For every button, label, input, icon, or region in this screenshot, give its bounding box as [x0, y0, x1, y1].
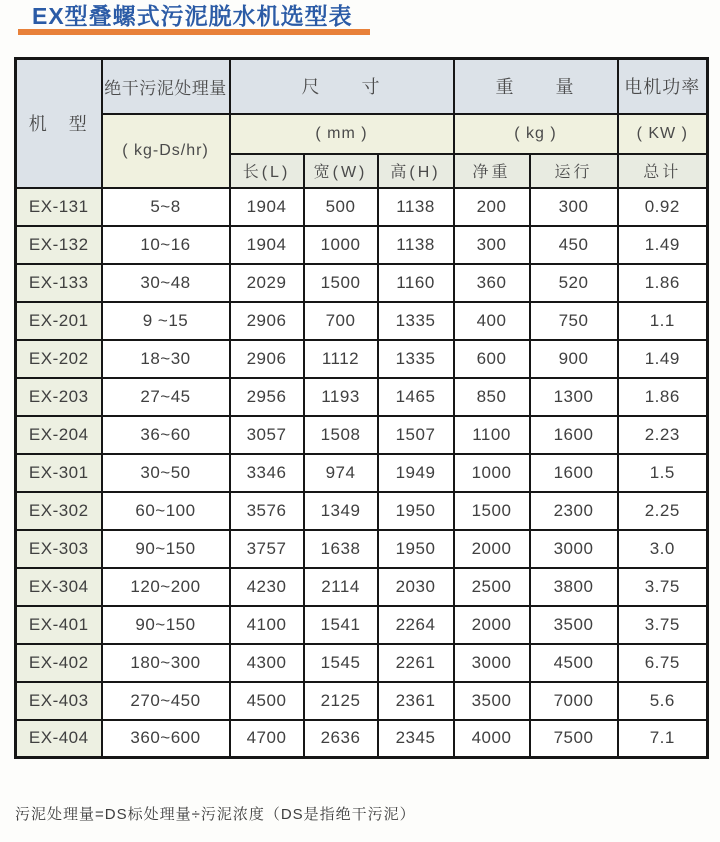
- title-block: [18, 4, 370, 35]
- model-cell: EX-302: [16, 492, 102, 530]
- height-cell: 1507: [378, 416, 454, 454]
- height-cell: 1950: [378, 530, 454, 568]
- header-width: 宽(W): [304, 154, 378, 188]
- model-cell: EX-203: [16, 378, 102, 416]
- model-cell: EX-133: [16, 264, 102, 302]
- header-weight-unit: ( kg ): [454, 114, 618, 154]
- table-row: [16, 492, 708, 530]
- table-row: [16, 644, 708, 682]
- width-cell: 1638: [304, 530, 378, 568]
- table-row: [16, 416, 708, 454]
- power-cell: 0.92: [618, 188, 708, 226]
- net-weight-cell: 1500: [454, 492, 530, 530]
- capacity-cell: 18~30: [102, 340, 230, 378]
- table-row: [16, 530, 708, 568]
- height-cell: 1138: [378, 226, 454, 264]
- header-size-unit: ( mm ): [230, 114, 454, 154]
- model-cell: EX-131: [16, 188, 102, 226]
- model-cell: EX-402: [16, 644, 102, 682]
- capacity-cell: 30~50: [102, 454, 230, 492]
- header-row-groups: [16, 59, 708, 114]
- height-cell: 2030: [378, 568, 454, 606]
- model-cell: EX-301: [16, 454, 102, 492]
- height-cell: 1950: [378, 492, 454, 530]
- length-cell: 2906: [230, 302, 304, 340]
- run-weight-cell: 4500: [530, 644, 618, 682]
- run-weight-cell: 1600: [530, 454, 618, 492]
- length-cell: 2956: [230, 378, 304, 416]
- height-cell: 1160: [378, 264, 454, 302]
- capacity-cell: 60~100: [102, 492, 230, 530]
- net-weight-cell: 2500: [454, 568, 530, 606]
- run-weight-cell: 3500: [530, 606, 618, 644]
- table-row: [16, 454, 708, 492]
- table-row: [16, 606, 708, 644]
- length-cell: 3576: [230, 492, 304, 530]
- height-cell: 1335: [378, 302, 454, 340]
- width-cell: 1349: [304, 492, 378, 530]
- power-cell: 3.0: [618, 530, 708, 568]
- power-cell: 1.1: [618, 302, 708, 340]
- height-cell: 2345: [378, 720, 454, 758]
- capacity-cell: 270~450: [102, 682, 230, 720]
- height-cell: 2261: [378, 644, 454, 682]
- power-cell: 5.6: [618, 682, 708, 720]
- model-cell: EX-401: [16, 606, 102, 644]
- run-weight-cell: 7000: [530, 682, 618, 720]
- net-weight-cell: 1000: [454, 454, 530, 492]
- run-weight-cell: 900: [530, 340, 618, 378]
- length-cell: 2906: [230, 340, 304, 378]
- height-cell: 1335: [378, 340, 454, 378]
- table-row: [16, 264, 708, 302]
- model-cell: EX-204: [16, 416, 102, 454]
- net-weight-cell: 300: [454, 226, 530, 264]
- capacity-cell: 180~300: [102, 644, 230, 682]
- width-cell: 1541: [304, 606, 378, 644]
- net-weight-cell: 1100: [454, 416, 530, 454]
- height-cell: 1465: [378, 378, 454, 416]
- header-capacity-unit: ( kg-Ds/hr): [102, 114, 230, 188]
- width-cell: 1000: [304, 226, 378, 264]
- capacity-cell: 360~600: [102, 720, 230, 758]
- power-cell: 7.1: [618, 720, 708, 758]
- width-cell: 1500: [304, 264, 378, 302]
- power-cell: 1.5: [618, 454, 708, 492]
- net-weight-cell: 4000: [454, 720, 530, 758]
- model-cell: EX-403: [16, 682, 102, 720]
- power-cell: 3.75: [618, 568, 708, 606]
- length-cell: 3346: [230, 454, 304, 492]
- power-cell: 1.49: [618, 340, 708, 378]
- model-cell: EX-303: [16, 530, 102, 568]
- capacity-cell: 27~45: [102, 378, 230, 416]
- power-cell: 2.23: [618, 416, 708, 454]
- net-weight-cell: 3000: [454, 644, 530, 682]
- power-cell: 1.86: [618, 378, 708, 416]
- table-row: [16, 188, 708, 226]
- header-weight: 重 量: [454, 59, 618, 114]
- net-weight-cell: 600: [454, 340, 530, 378]
- selection-table: [14, 57, 709, 759]
- power-cell: 6.75: [618, 644, 708, 682]
- run-weight-cell: 1600: [530, 416, 618, 454]
- power-cell: 1.86: [618, 264, 708, 302]
- capacity-cell: 5~8: [102, 188, 230, 226]
- width-cell: 1545: [304, 644, 378, 682]
- capacity-cell: 90~150: [102, 530, 230, 568]
- run-weight-cell: 7500: [530, 720, 618, 758]
- table-row: [16, 682, 708, 720]
- width-cell: 2636: [304, 720, 378, 758]
- model-cell: EX-202: [16, 340, 102, 378]
- run-weight-cell: 3000: [530, 530, 618, 568]
- length-cell: 4100: [230, 606, 304, 644]
- table-row: [16, 720, 708, 758]
- capacity-cell: 30~48: [102, 264, 230, 302]
- capacity-cell: 10~16: [102, 226, 230, 264]
- net-weight-cell: 400: [454, 302, 530, 340]
- table-body: [16, 188, 708, 758]
- length-cell: 1904: [230, 188, 304, 226]
- run-weight-cell: 1300: [530, 378, 618, 416]
- header-power: 电机功率: [618, 59, 708, 114]
- width-cell: 700: [304, 302, 378, 340]
- power-cell: 1.49: [618, 226, 708, 264]
- title-underline-decoration: [18, 29, 370, 35]
- run-weight-cell: 750: [530, 302, 618, 340]
- net-weight-cell: 3500: [454, 682, 530, 720]
- run-weight-cell: 3800: [530, 568, 618, 606]
- height-cell: 1138: [378, 188, 454, 226]
- footnote: 污泥处理量=DS标处理量÷污泥浓度（DS是指绝干污泥）: [15, 806, 416, 823]
- run-weight-cell: 300: [530, 188, 618, 226]
- width-cell: 500: [304, 188, 378, 226]
- header-row-units: [16, 114, 708, 154]
- table-row: [16, 302, 708, 340]
- width-cell: 974: [304, 454, 378, 492]
- height-cell: 2361: [378, 682, 454, 720]
- capacity-cell: 9 ~15: [102, 302, 230, 340]
- header-power-unit: ( KW ): [618, 114, 708, 154]
- width-cell: 2125: [304, 682, 378, 720]
- length-cell: 3057: [230, 416, 304, 454]
- run-weight-cell: 520: [530, 264, 618, 302]
- header-model: 机 型: [16, 59, 102, 188]
- capacity-cell: 36~60: [102, 416, 230, 454]
- header-run-weight: 运行: [530, 154, 618, 188]
- width-cell: 1508: [304, 416, 378, 454]
- width-cell: 1193: [304, 378, 378, 416]
- height-cell: 2264: [378, 606, 454, 644]
- model-cell: EX-304: [16, 568, 102, 606]
- table-row: [16, 378, 708, 416]
- page-title: EX型叠螺式污泥脱水机选型表: [32, 3, 353, 29]
- header-net-weight: 净重: [454, 154, 530, 188]
- net-weight-cell: 2000: [454, 606, 530, 644]
- header-length: 长(L): [230, 154, 304, 188]
- net-weight-cell: 850: [454, 378, 530, 416]
- length-cell: 4300: [230, 644, 304, 682]
- header-size: 尺 寸: [230, 59, 454, 114]
- table-row: [16, 340, 708, 378]
- model-cell: EX-404: [16, 720, 102, 758]
- model-cell: EX-132: [16, 226, 102, 264]
- length-cell: 2029: [230, 264, 304, 302]
- table-row: [16, 226, 708, 264]
- length-cell: 4500: [230, 682, 304, 720]
- header-height: 高(H): [378, 154, 454, 188]
- run-weight-cell: 450: [530, 226, 618, 264]
- length-cell: 3757: [230, 530, 304, 568]
- header-power-total: 总计: [618, 154, 708, 188]
- table-header: [16, 59, 708, 188]
- table-row: [16, 568, 708, 606]
- capacity-cell: 90~150: [102, 606, 230, 644]
- length-cell: 1904: [230, 226, 304, 264]
- height-cell: 1949: [378, 454, 454, 492]
- width-cell: 2114: [304, 568, 378, 606]
- model-cell: EX-201: [16, 302, 102, 340]
- run-weight-cell: 2300: [530, 492, 618, 530]
- length-cell: 4700: [230, 720, 304, 758]
- power-cell: 3.75: [618, 606, 708, 644]
- power-cell: 2.25: [618, 492, 708, 530]
- net-weight-cell: 360: [454, 264, 530, 302]
- net-weight-cell: 2000: [454, 530, 530, 568]
- header-capacity: 绝干污泥处理量: [102, 59, 230, 114]
- width-cell: 1112: [304, 340, 378, 378]
- capacity-cell: 120~200: [102, 568, 230, 606]
- length-cell: 4230: [230, 568, 304, 606]
- net-weight-cell: 200: [454, 188, 530, 226]
